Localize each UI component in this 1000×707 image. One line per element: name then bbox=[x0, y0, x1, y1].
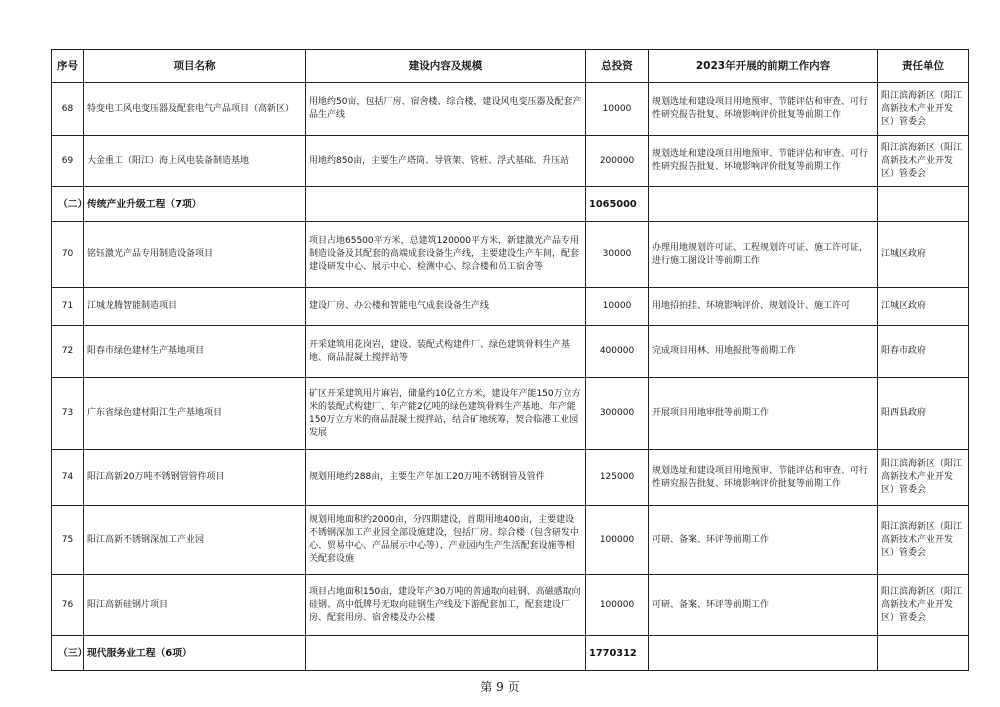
section-row bbox=[52, 187, 969, 222]
project-investment: 30000 bbox=[586, 222, 649, 288]
responsible-unit: 阳江滨海新区（阳江高新技术产业开发区）管委会 bbox=[878, 450, 969, 506]
project-content: 开采建筑用花岗岩，建设、装配式构建件厂、绿色建筑骨料生产基地、商品混凝土搅拌站等 bbox=[306, 326, 586, 378]
empty-cell bbox=[306, 636, 586, 671]
empty-cell bbox=[306, 187, 586, 222]
project-prework: 规划选址和建设项目用地预审、节能评估和审查、可行性研究报告批复、环境影响评价批复等前期工作 bbox=[649, 83, 878, 136]
project-name: 大金重工（阳江）海上风电装备制造基地 bbox=[84, 136, 306, 187]
table-row bbox=[52, 575, 969, 636]
header-content: 建设内容及规模 bbox=[306, 50, 586, 83]
empty-cell bbox=[649, 636, 878, 671]
project-name: 阳江高新20万吨不锈钢管管件项目 bbox=[84, 450, 306, 506]
empty-cell bbox=[649, 187, 878, 222]
row-number: 74 bbox=[52, 450, 84, 506]
project-prework: 规划选址和建设项目用地预审、节能评估和审查、可行性研究报告批复、环境影响评价批复等前期工作 bbox=[649, 450, 878, 506]
responsible-unit: 江城区政府 bbox=[878, 222, 969, 288]
responsible-unit: 阳江滨海新区（阳江高新技术产业开发区）管委会 bbox=[878, 136, 969, 187]
table-row bbox=[52, 222, 969, 288]
header-investment: 总投资 bbox=[586, 50, 649, 83]
responsible-unit: 阳西县政府 bbox=[878, 378, 969, 450]
table-row bbox=[52, 450, 969, 506]
row-number: 69 bbox=[52, 136, 84, 187]
responsible-unit: 阳江滨海新区（阳江高新技术产业开发区）管委会 bbox=[878, 506, 969, 575]
section-investment: 1065000 bbox=[586, 187, 649, 222]
header-prework: 2023年开展的前期工作内容 bbox=[649, 50, 878, 83]
project-content: 建设厂房、办公楼和智能电气成套设备生产线 bbox=[306, 288, 586, 326]
section-title: 传统产业升级工程（7项） bbox=[84, 187, 306, 222]
section-number: （三） bbox=[52, 636, 84, 671]
row-number: 72 bbox=[52, 326, 84, 378]
empty-cell bbox=[878, 187, 969, 222]
project-investment: 10000 bbox=[586, 288, 649, 326]
project-content: 用地约850亩，主要生产塔筒、导管架、管桩、浮式基础、升压站 bbox=[306, 136, 586, 187]
row-number: 73 bbox=[52, 378, 84, 450]
table-row bbox=[52, 378, 969, 450]
empty-cell bbox=[878, 636, 969, 671]
table-row bbox=[52, 136, 969, 187]
project-name: 铭钰激光产品专用制造设备项目 bbox=[84, 222, 306, 288]
project-prework: 开展项目用地审批等前期工作 bbox=[649, 378, 878, 450]
project-table bbox=[51, 49, 969, 671]
project-prework: 可研、备案、环评等前期工作 bbox=[649, 575, 878, 636]
row-number: 71 bbox=[52, 288, 84, 326]
header-responsible-unit: 责任单位 bbox=[878, 50, 969, 83]
project-prework: 完成项目用林、用地报批等前期工作 bbox=[649, 326, 878, 378]
project-content: 项目占地面积150亩，建设年产30万吨的普通取向硅钢、高磁感取向硅钢、高中低牌号无取向硅钢生产线及下游配套加工，配套建设厂房、配套用房、宿舍楼及办公楼 bbox=[306, 575, 586, 636]
project-content: 规划用地约288亩，主要生产年加工20万吨不锈钢管及管件 bbox=[306, 450, 586, 506]
project-content: 规划用地面积约2000亩，分四期建设，首期用地400亩，主要建设不锈钢深加工产业园全部设施建设，包括厂房、综合楼（包含研发中心、贸易中心、产品展示中心等）、产业园内生产生活配套设施等相关配套设施 bbox=[306, 506, 586, 575]
header-project-name: 项目名称 bbox=[84, 50, 306, 83]
section-investment: 1770312 bbox=[586, 636, 649, 671]
project-name: 广东省绿色建材阳江生产基地项目 bbox=[84, 378, 306, 450]
project-investment: 300000 bbox=[586, 378, 649, 450]
row-number: 75 bbox=[52, 506, 84, 575]
project-prework: 可研、备案、环评等前期工作 bbox=[649, 506, 878, 575]
project-prework: 用地招拍挂、环境影响评价、规划设计、施工许可 bbox=[649, 288, 878, 326]
section-row bbox=[52, 636, 969, 671]
project-investment: 125000 bbox=[586, 450, 649, 506]
project-investment: 100000 bbox=[586, 506, 649, 575]
responsible-unit: 阳江滨海新区（阳江高新技术产业开发区）管委会 bbox=[878, 83, 969, 136]
section-number: （二） bbox=[52, 187, 84, 222]
table-row bbox=[52, 83, 969, 136]
table-row bbox=[52, 326, 969, 378]
project-content: 用地约50亩，包括厂房、宿舍楼、综合楼，建设风电变压器及配套产品生产线 bbox=[306, 83, 586, 136]
project-content: 矿区开采建筑用片麻岩，储量约10亿立方米，建设年产能150万立方米的装配式构建厂、年产能2亿吨的绿色建筑骨料生产基地、年产能150万立方米的商品混凝土搅拌站，结合矿地统筹，契合临港工业园发展 bbox=[306, 378, 586, 450]
project-investment: 100000 bbox=[586, 575, 649, 636]
section-title: 现代服务业工程（6项） bbox=[84, 636, 306, 671]
page-number: 第 9 页 bbox=[480, 680, 520, 694]
row-number: 68 bbox=[52, 83, 84, 136]
project-investment: 200000 bbox=[586, 136, 649, 187]
row-number: 76 bbox=[52, 575, 84, 636]
table-row bbox=[52, 288, 969, 326]
table-row bbox=[52, 506, 969, 575]
project-content: 项目占地65500平方米，总建筑120000平方米，新建激光产品专用制造设备及其配套的高端成套设备生产线，主要建设生产车间，配套建设研发中心、展示中心、检测中心、综合楼和员工宿舍等 bbox=[306, 222, 586, 288]
responsible-unit: 江城区政府 bbox=[878, 288, 969, 326]
project-name: 阳江高新硅钢片项目 bbox=[84, 575, 306, 636]
responsible-unit: 阳江滨海新区（阳江高新技术产业开发区）管委会 bbox=[878, 575, 969, 636]
project-name: 特变电工风电变压器及配套电气产品项目（高新区） bbox=[84, 83, 306, 136]
project-name: 江城龙腾智能制造项目 bbox=[84, 288, 306, 326]
header-seq: 序号 bbox=[52, 50, 84, 83]
row-number: 70 bbox=[52, 222, 84, 288]
responsible-unit: 阳春市政府 bbox=[878, 326, 969, 378]
table-header-row bbox=[52, 50, 969, 83]
project-investment: 400000 bbox=[586, 326, 649, 378]
project-name: 阳春市绿色建材生产基地项目 bbox=[84, 326, 306, 378]
project-prework: 办理用地规划许可证、工程规划许可证、施工许可证，进行施工图设计等前期工作 bbox=[649, 222, 878, 288]
project-prework: 规划选址和建设项目用地预审、节能评估和审查、可行性研究报告批复、环境影响评价批复等前期工作 bbox=[649, 136, 878, 187]
project-name: 阳江高新不锈钢深加工产业园 bbox=[84, 506, 306, 575]
project-investment: 10000 bbox=[586, 83, 649, 136]
